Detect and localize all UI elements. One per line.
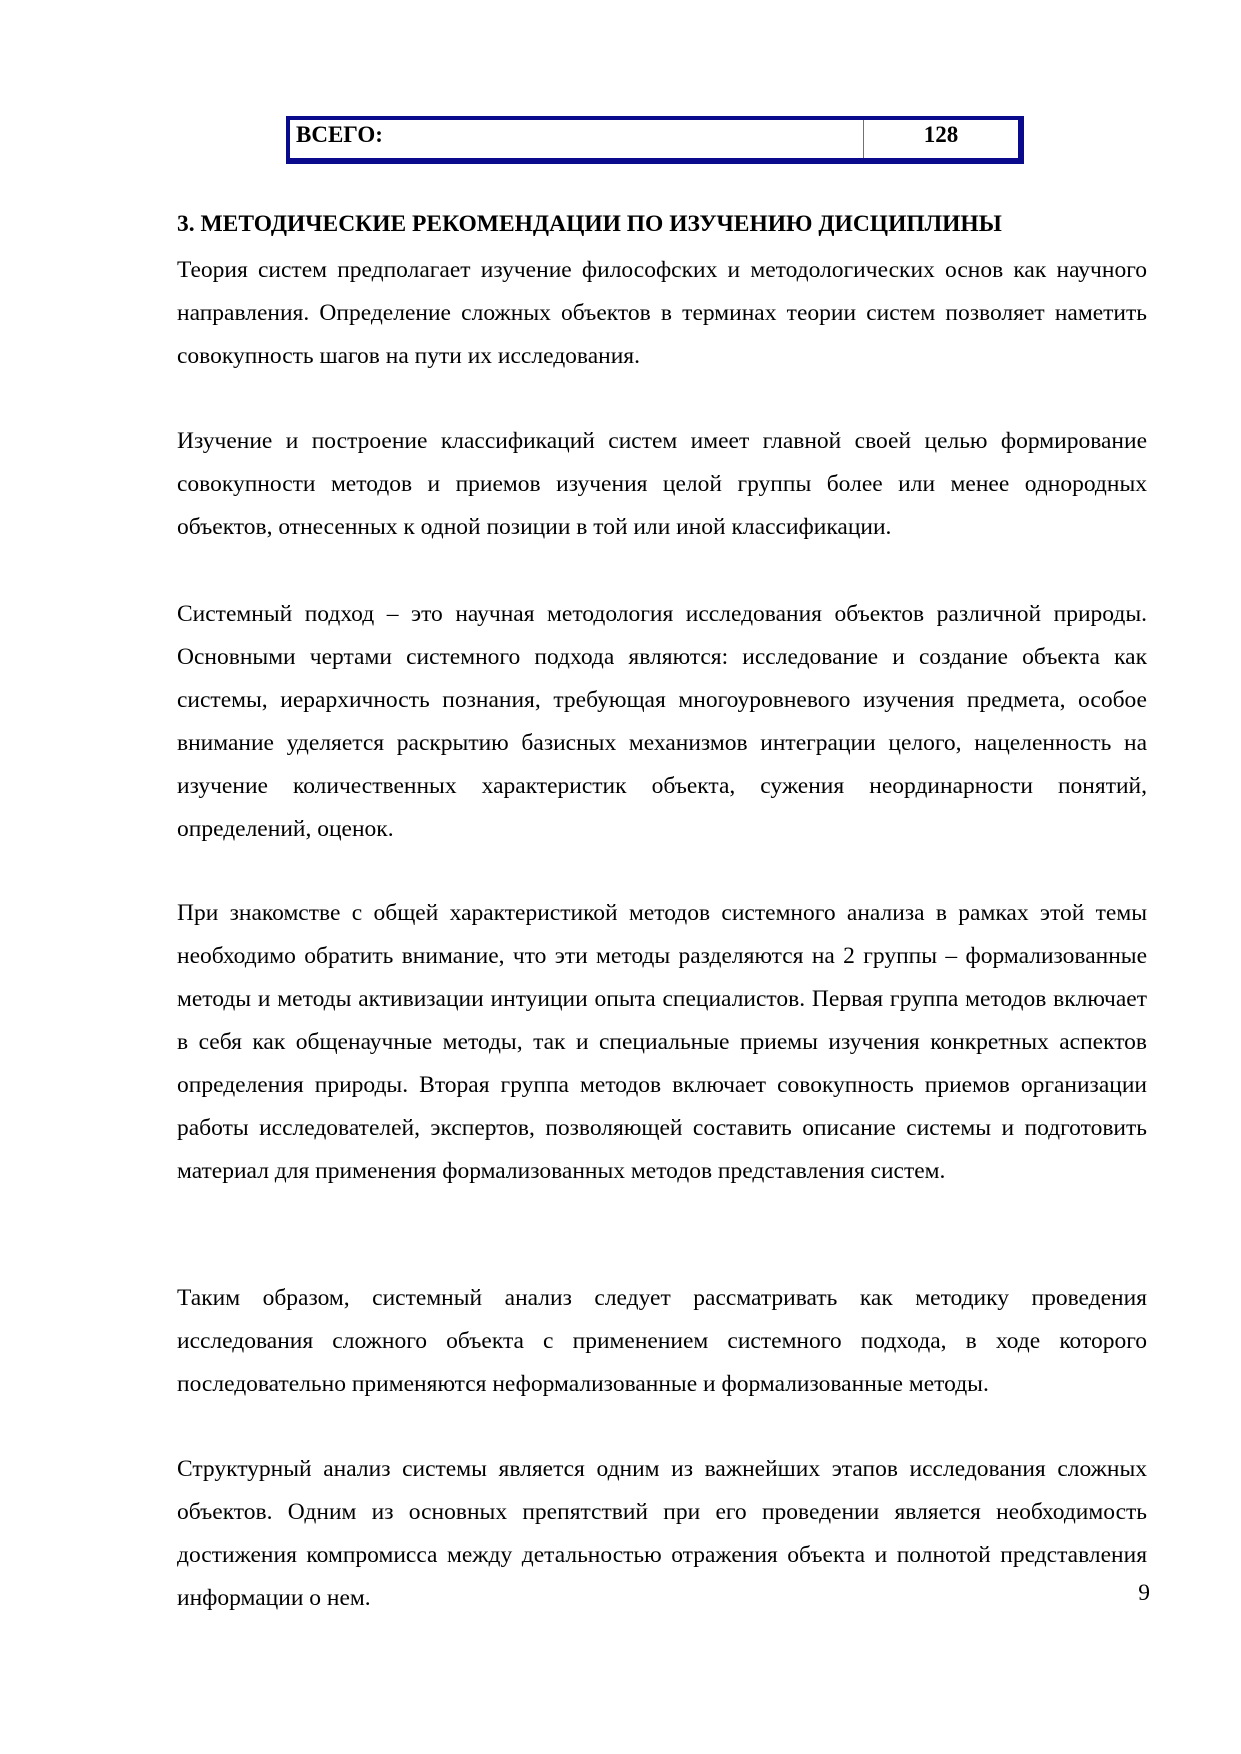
paragraph: При знакомстве с общей характеристикой методов системного анализа в рамках этой темы необходимо обратить внимание, что эти методы разделяются на 2 группы – формализованные методы и методы активизации интуиции опыта специалистов. Первая группа методов включает в себя как общенаучные методы, так и специальные приемы изучения конкретных аспектов определения природы. Вторая группа методов включает совокупность приемов организации работы исследователей, экспертов, позволяющей составить описание системы и подготовить материал для применения формализованных методов представления систем.: [177, 900, 1147, 1184]
total-table: [286, 116, 1024, 164]
paragraph: Теория систем предполагает изучение философских и методологических основ как научного направления. Определение сложных объектов в терминах теории систем позволяет наметить совокупность шагов на пути их исследования.: [177, 257, 1147, 369]
total-value: 128: [923, 122, 959, 147]
section-heading: 3. МЕТОДИЧЕСКИЕ РЕКОМЕНДАЦИИ ПО ИЗУЧЕНИЮ ДИСЦИПЛИНЫ: [177, 211, 1002, 237]
page-number: 9: [1138, 1580, 1150, 1606]
paragraph: Системный подход – это научная методология исследования объектов различной природы. Основными чертами системного подхода являются: исследование и создание объекта как системы, иерархичность познания, требующая многоуровневого изучения предмета, особое внимание уделяется раскрытию базисных механизмов интеграции целого, нацеленность на изучение количественных характеристик объекта, сужения неординарности понятий, определений, оценок.: [177, 601, 1147, 842]
paragraph: Изучение и построение классификаций систем имеет главной своей целью формирование совокупности методов и приемов изучения целой группы более или менее однородных объектов, отнесенных к одной позиции в той или иной классификации.: [177, 428, 1147, 540]
total-label: ВСЕГО:: [290, 120, 864, 158]
paragraph: Структурный анализ системы является одним из важнейших этапов исследования сложных объектов. Одним из основных препятствий при его проведении является необходимость достижения компромисса между детальностью отражения объекта и полнотой представления информации о нем.: [177, 1456, 1147, 1611]
paragraph: Таким образом, системный анализ следует рассматривать как методику проведения исследования сложного объекта с применением системного подхода, в ходе которого последовательно применяются неформализованные и формализованные методы.: [177, 1285, 1147, 1397]
